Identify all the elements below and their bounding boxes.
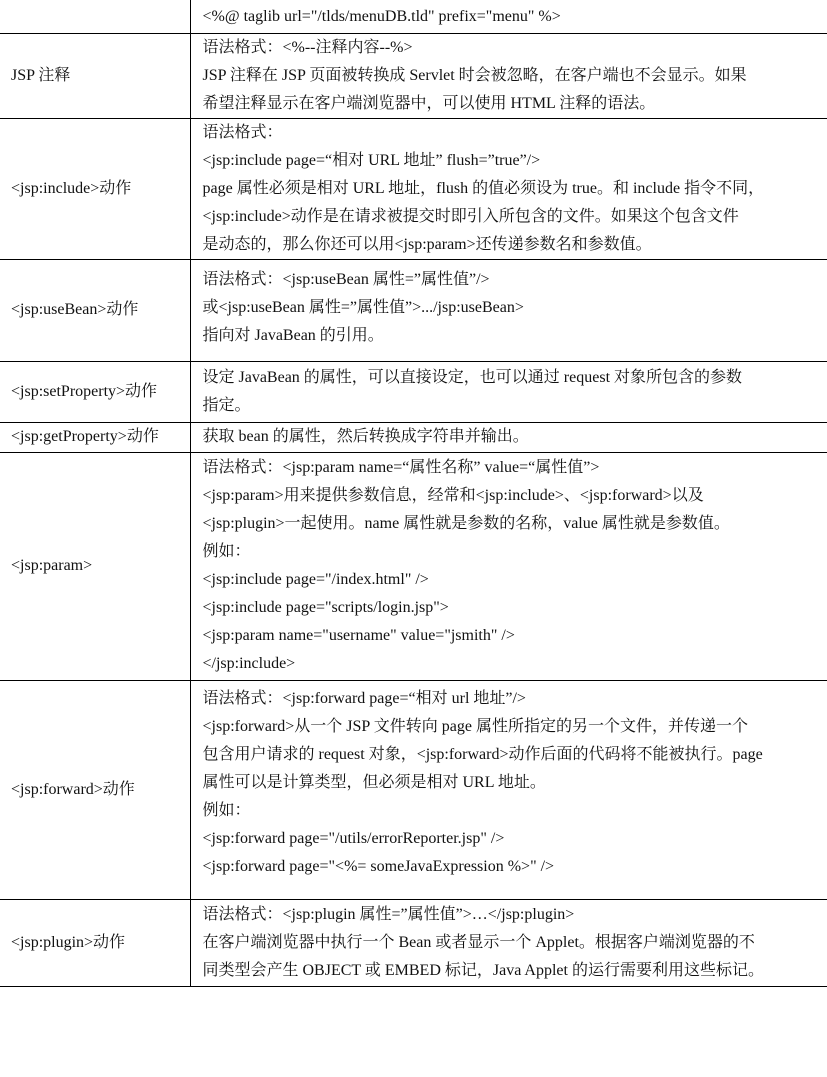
code-example-line: <jsp:include page="/index.html" />	[202, 571, 429, 588]
term-cell: <jsp:param>	[0, 452, 190, 680]
description-line: 包含用户请求的 request 对象，<jsp:forward>动作后面的代码将不能被执行。page	[202, 745, 763, 763]
table-row-jsp-setproperty	[0, 361, 827, 422]
table-row-jsp-param	[0, 452, 827, 680]
term-cell: <jsp:plugin>动作	[0, 899, 190, 986]
description-line: 语法格式：	[202, 123, 283, 141]
term-cell: <jsp:forward>动作	[0, 680, 190, 899]
description-line: 指向对 JavaBean 的引用。	[202, 326, 384, 344]
term-cell: <jsp:setProperty>动作	[0, 361, 190, 422]
table-row-jsp-comment	[0, 33, 827, 118]
table-row-jsp-getproperty	[0, 422, 827, 452]
code-example-line: <jsp:forward page="/utils/errorReporter.jsp" />	[202, 829, 505, 847]
description-line: <jsp:include page=“相对 URL 地址” flush=”true”/>	[202, 151, 541, 169]
table-row-jsp-usebean	[0, 259, 827, 361]
description-cell	[190, 118, 827, 259]
description-cell	[190, 0, 827, 33]
description-cell	[190, 33, 827, 118]
description-line: <%@ taglib url="/tlds/menuDB.tld" prefix="menu" %>	[202, 7, 561, 25]
description-line: 获取 bean 的属性，然后转换成字符串并输出。	[202, 428, 529, 445]
description-line: 语法格式：<jsp:param name=“属性名称” value=“属性值”>	[202, 459, 600, 476]
code-example-line: </jsp:include>	[202, 655, 296, 672]
description-line: 同类型会产生 OBJECT 或 EMBED 标记，Java Applet 的运行需要利用这些标记。	[202, 961, 764, 979]
table-row-jsp-include	[0, 118, 827, 259]
term-cell	[0, 0, 190, 33]
description-line: <jsp:plugin>一起使用。name 属性就是参数的名称，value 属性就是参数值。	[202, 515, 730, 532]
description-line: 例如：	[202, 801, 251, 819]
description-cell	[190, 422, 827, 452]
term-cell: JSP 注释	[0, 33, 190, 118]
description-line: 语法格式：<jsp:forward page=“相对 url 地址”/>	[202, 689, 526, 707]
description-line: 指定。	[202, 396, 251, 414]
table-row-taglib	[0, 0, 827, 33]
description-line: 希望注释显示在客户端浏览器中，可以使用 HTML 注释的语法。	[202, 94, 656, 112]
description-line: 是动态的，那么你还可以用<jsp:param>还传递参数名和参数值。	[202, 235, 652, 253]
term-cell: <jsp:include>动作	[0, 118, 190, 259]
description-line: 设定 JavaBean 的属性，可以直接设定，也可以通过 request 对象所包含的参数	[202, 368, 743, 386]
description-line: 在客户端浏览器中执行一个 Bean 或者显示一个 Applet。根据客户端浏览器的不	[202, 933, 755, 951]
description-cell	[190, 899, 827, 986]
description-line: JSP 注释在 JSP 页面被转换成 Servlet 时会被忽略，在客户端也不会显示。如果	[202, 66, 747, 84]
description-line: 语法格式：<%--注释内容--%>	[202, 38, 413, 56]
description-cell	[190, 452, 827, 680]
description-line: 属性可以是计算类型，但必须是相对 URL 地址。	[202, 773, 546, 791]
description-line: 语法格式：<jsp:plugin 属性=”属性值”>…</jsp:plugin>	[202, 905, 575, 923]
description-cell	[190, 680, 827, 899]
table-row-jsp-forward	[0, 680, 827, 899]
description-line: <jsp:include>动作是在请求被提交时即引入所包含的文件。如果这个包含文件	[202, 207, 739, 225]
description-line: 或<jsp:useBean 属性=”属性值”>.../jsp:useBean>	[202, 298, 524, 316]
description-line: page 属性必须是相对 URL 地址，flush 的值必须设为 true。和 include 指令不同，	[202, 179, 765, 197]
description-cell	[190, 259, 827, 361]
description-line: 语法格式：<jsp:useBean 属性=”属性值”/>	[202, 270, 490, 288]
term-cell: <jsp:getProperty>动作	[0, 422, 190, 452]
description-cell	[190, 361, 827, 422]
table-row-jsp-plugin	[0, 899, 827, 986]
description-line: <jsp:param>用来提供参数信息，经常和<jsp:include>、<jsp:forward>以及	[202, 487, 704, 504]
code-example-line: <jsp:param name="username" value="jsmith" />	[202, 627, 515, 644]
code-example-line: <jsp:include page="scripts/login.jsp">	[202, 599, 449, 616]
term-cell: <jsp:useBean>动作	[0, 259, 190, 361]
description-line: 例如：	[202, 543, 251, 560]
description-line: <jsp:forward>从一个 JSP 文件转向 page 属性所指定的另一个文件，并传递一个	[202, 717, 748, 735]
code-example-line: <jsp:forward page="<%= someJavaExpression %>" />	[202, 857, 555, 875]
